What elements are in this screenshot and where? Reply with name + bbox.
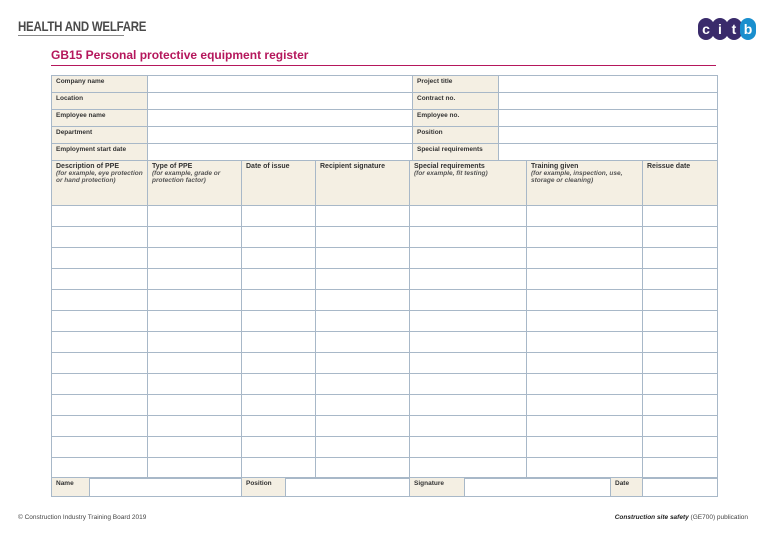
register-cell[interactable]: [316, 458, 410, 479]
register-cell[interactable]: [52, 353, 148, 374]
register-cell[interactable]: [410, 374, 527, 395]
signoff-position-field[interactable]: [286, 478, 410, 497]
column-title: Reissue date: [647, 163, 691, 170]
register-cell[interactable]: [410, 458, 527, 479]
register-cell[interactable]: [643, 374, 718, 395]
register-cell[interactable]: [52, 269, 148, 290]
register-cell[interactable]: [316, 395, 410, 416]
section-title: HEALTH AND WELFARE: [18, 18, 147, 34]
register-cell[interactable]: [242, 395, 316, 416]
register-cell[interactable]: [316, 227, 410, 248]
signoff-table: [51, 477, 718, 497]
register-cell[interactable]: [527, 248, 643, 269]
register-cell[interactable]: [643, 395, 718, 416]
register-cell[interactable]: [148, 416, 242, 437]
column-header-special-requirements: [410, 161, 527, 206]
register-cell[interactable]: [410, 269, 527, 290]
register-cell[interactable]: [316, 437, 410, 458]
register-cell[interactable]: [527, 416, 643, 437]
info-label-department: Department: [52, 127, 148, 144]
register-cell[interactable]: [643, 458, 718, 479]
table-row: [52, 437, 718, 458]
register-cell[interactable]: [527, 458, 643, 479]
register-cell[interactable]: [410, 395, 527, 416]
register-cell[interactable]: [242, 290, 316, 311]
register-cell[interactable]: [643, 290, 718, 311]
logo-letter: b: [740, 18, 756, 40]
register-cell[interactable]: [527, 395, 643, 416]
register-cell[interactable]: [148, 290, 242, 311]
table-row: [52, 458, 718, 479]
register-cell[interactable]: [52, 395, 148, 416]
table-row: [52, 311, 718, 332]
logo-letter: c: [698, 18, 714, 40]
table-row: [52, 395, 718, 416]
info-table: [51, 75, 718, 161]
register-cell[interactable]: [52, 290, 148, 311]
column-subtitle: (for example, eye protection or hand protection): [56, 170, 143, 184]
register-cell[interactable]: [52, 332, 148, 353]
department-field[interactable]: [148, 127, 413, 144]
info-label-employment-start-date: Employment start date: [52, 144, 148, 161]
register-cell[interactable]: [52, 311, 148, 332]
register-cell[interactable]: [527, 311, 643, 332]
register-cell[interactable]: [242, 458, 316, 479]
info-label-employee-name: Employee name: [52, 110, 148, 127]
column-header-reissue-date: [643, 161, 718, 206]
column-subtitle: (for example, inspection, use, storage or cleaning): [531, 170, 623, 184]
register-cell[interactable]: [242, 374, 316, 395]
register-cell[interactable]: [52, 227, 148, 248]
publication-suffix: (GE700) publication: [688, 514, 748, 521]
section-title-rule: [18, 35, 124, 36]
register-cell[interactable]: [242, 353, 316, 374]
location-field[interactable]: [148, 93, 413, 110]
table-row: [52, 332, 718, 353]
register-cell[interactable]: [316, 353, 410, 374]
info-label-company-name: Company name: [52, 76, 148, 93]
register-cell[interactable]: [316, 416, 410, 437]
publication-note: [615, 514, 748, 521]
register-cell[interactable]: [410, 311, 527, 332]
copyright-notice: © Construction Industry Training Board 2019: [18, 514, 147, 521]
signoff-label-name: Name: [52, 478, 90, 497]
register-cell[interactable]: [643, 416, 718, 437]
project-title-field[interactable]: [499, 76, 718, 93]
register-cell[interactable]: [410, 353, 527, 374]
signoff-name-field[interactable]: [90, 478, 242, 497]
register-cell[interactable]: [410, 437, 527, 458]
column-title: Description of PPE: [56, 163, 120, 170]
register-cell[interactable]: [410, 227, 527, 248]
register-cell[interactable]: [643, 353, 718, 374]
register-cell[interactable]: [316, 248, 410, 269]
register-cell[interactable]: [242, 332, 316, 353]
register-cell[interactable]: [148, 332, 242, 353]
register-cell[interactable]: [410, 206, 527, 227]
column-subtitle: (for example, fit testing): [414, 170, 488, 177]
column-title: Type of PPE: [152, 163, 193, 170]
register-cell[interactable]: [148, 437, 242, 458]
register-cell[interactable]: [52, 437, 148, 458]
register-cell[interactable]: [52, 416, 148, 437]
register-cell[interactable]: [643, 437, 718, 458]
register-cell[interactable]: [527, 332, 643, 353]
table-row: [52, 206, 718, 227]
contract-no-field[interactable]: [499, 93, 718, 110]
table-row: [52, 353, 718, 374]
register-cell[interactable]: [316, 311, 410, 332]
info-label-location: Location: [52, 93, 148, 110]
company-name-field[interactable]: [148, 76, 413, 93]
register-cell[interactable]: [643, 227, 718, 248]
register-cell[interactable]: [148, 311, 242, 332]
register-cell[interactable]: [242, 248, 316, 269]
register-cell[interactable]: [242, 311, 316, 332]
column-header-description: [52, 161, 148, 206]
register-cell[interactable]: [148, 458, 242, 479]
position-field[interactable]: [499, 127, 718, 144]
register-cell[interactable]: [643, 332, 718, 353]
info-label-project-title: Project title: [413, 76, 499, 93]
logo-letter: i: [712, 18, 728, 40]
employee-name-field[interactable]: [148, 110, 413, 127]
register-cell[interactable]: [643, 269, 718, 290]
column-title: Special requirements: [414, 163, 485, 170]
column-title: Training given: [531, 163, 579, 170]
register-cell[interactable]: [148, 227, 242, 248]
register-cell[interactable]: [410, 290, 527, 311]
signoff-label-signature: Signature: [410, 478, 465, 497]
column-subtitle: (for example, grade or protection factor): [152, 170, 221, 184]
table-row: [52, 290, 718, 311]
employee-no-field[interactable]: [499, 110, 718, 127]
register-cell[interactable]: [242, 437, 316, 458]
info-label-position: Position: [413, 127, 499, 144]
register-cell[interactable]: [527, 227, 643, 248]
register-cell[interactable]: [643, 248, 718, 269]
register-cell[interactable]: [410, 416, 527, 437]
register-cell[interactable]: [52, 206, 148, 227]
table-row: [52, 227, 718, 248]
register-cell[interactable]: [242, 206, 316, 227]
signoff-label-position: Position: [242, 478, 286, 497]
register-cell[interactable]: [316, 374, 410, 395]
register-cell[interactable]: [52, 458, 148, 479]
signoff-date-field[interactable]: [643, 478, 718, 497]
register-table: [51, 160, 718, 479]
register-cell[interactable]: [527, 290, 643, 311]
register-cell[interactable]: [316, 269, 410, 290]
register-cell[interactable]: [148, 353, 242, 374]
publication-title: Construction site safety: [614, 514, 689, 521]
form-title: GB15 Personal protective equipment register: [51, 48, 309, 62]
register-cell[interactable]: [527, 353, 643, 374]
register-cell[interactable]: [52, 248, 148, 269]
register-cell[interactable]: [410, 332, 527, 353]
register-cell[interactable]: [242, 227, 316, 248]
register-body: [52, 206, 718, 479]
register-cell[interactable]: [242, 416, 316, 437]
register-cell[interactable]: [527, 437, 643, 458]
register-cell[interactable]: [643, 311, 718, 332]
register-cell[interactable]: [316, 206, 410, 227]
table-row: [52, 416, 718, 437]
form-title-underline: [51, 65, 716, 66]
column-header-recipient-signature: [316, 161, 410, 206]
info-label-special-requirements: Special requirements: [413, 144, 499, 161]
employment-start-date-field[interactable]: [148, 144, 413, 161]
column-header-date-of-issue: [242, 161, 316, 206]
register-cell[interactable]: [316, 290, 410, 311]
register-cell[interactable]: [527, 269, 643, 290]
info-label-employee-no: Employee no.: [413, 110, 499, 127]
citb-logo: [700, 18, 756, 40]
register-cell[interactable]: [148, 374, 242, 395]
register-cell[interactable]: [242, 269, 316, 290]
register-cell[interactable]: [148, 206, 242, 227]
register-cell[interactable]: [148, 395, 242, 416]
register-cell[interactable]: [148, 269, 242, 290]
register-cell[interactable]: [52, 374, 148, 395]
logo-letter: t: [726, 18, 742, 40]
column-title: Recipient signature: [320, 163, 385, 170]
special-requirements-field[interactable]: [499, 144, 718, 161]
table-row: [52, 374, 718, 395]
register-cell[interactable]: [316, 332, 410, 353]
register-cell[interactable]: [643, 206, 718, 227]
info-label-contract-no: Contract no.: [413, 93, 499, 110]
table-row: [52, 248, 718, 269]
column-title: Date of issue: [246, 163, 290, 170]
register-cell[interactable]: [410, 248, 527, 269]
register-cell[interactable]: [527, 374, 643, 395]
register-cell[interactable]: [527, 206, 643, 227]
signoff-label-date: Date: [611, 478, 643, 497]
table-row: [52, 269, 718, 290]
signoff-signature-field[interactable]: [465, 478, 611, 497]
column-header-training-given: [527, 161, 643, 206]
column-header-type: [148, 161, 242, 206]
register-cell[interactable]: [148, 248, 242, 269]
